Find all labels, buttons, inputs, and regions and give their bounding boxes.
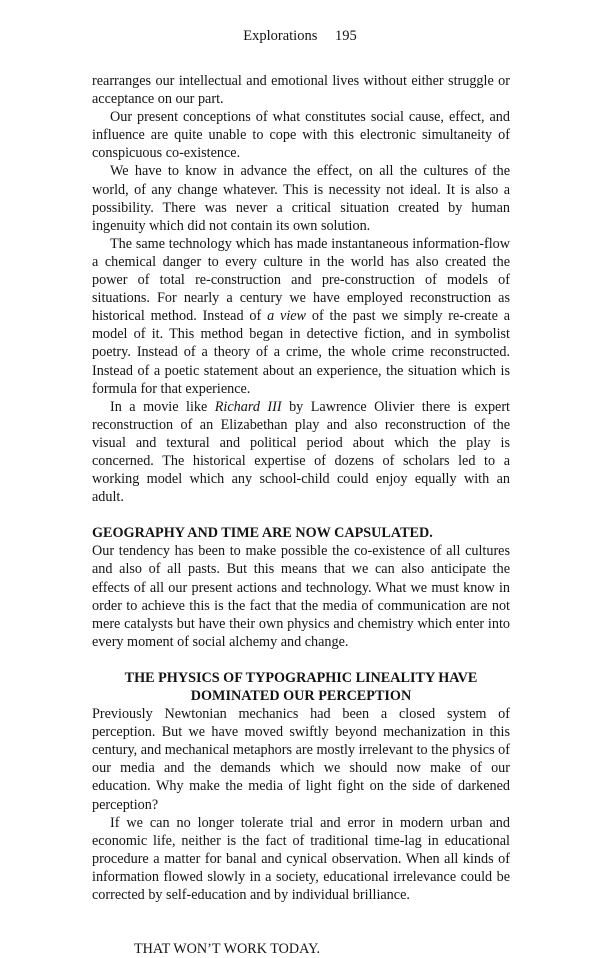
- paragraph-co-existence: Our tendency has been to make possible the co-existence of all cultures and also of all pasts. But this means that we can also anticipate the effects of all our present actions and technology. What we must know in order to achieve this is the fact that the media of communication are not mere catalysts but have their own physics and chemistry which enter into every moment of social alchemy and change.: [92, 543, 510, 650]
- section-heading-geography: GEOGRAPHY AND TIME ARE NOW CAPSULATED.: [92, 525, 433, 542]
- paragraph-know-in-advance: We have to know in advance the effect, on all the cultures of the world, of any change whatever. This is necessity not ideal. It is also a possibility. There was never a critical situation created by human ingenuity which did not contain its own solution.: [92, 163, 510, 234]
- paragraph-text-part: of the past we simply re-create a model of it. This method began in detective fiction, and in symbolist poetry. Instead of a theory of a crime, the whole crime reconstructed. Instead of a poetic statement about an experience, the situation which is formula for that experience.: [92, 308, 511, 397]
- page-number: 195: [334, 28, 357, 44]
- paragraph-trial-and-error: If we can no longer tolerate trial and error in modern urban and economic life, neither is the fact of traditional time-lag in educational procedure a matter for banal and cynical observation. When all kinds of information flowed slowly in a society, educational irrelevance could be corrected by self-education and by individual brilliance.: [92, 814, 510, 904]
- paragraph-text-part: by Lawrence Olivier there is expert reconstruction of an Elizabethan play and also reconstruction of the visual and textural and political period about which the play is concerned. The historical expertise of dozens of scholars led to a working model which any school-child could enjoy equally with an adult.: [92, 398, 510, 506]
- running-head-title: Explorations: [243, 28, 318, 44]
- closing-line: THAT WON’T WORK TODAY.: [134, 941, 321, 958]
- italic-phrase: a view: [267, 308, 307, 325]
- body-text: [92, 72, 510, 958]
- paragraph-richard-iii: [92, 398, 510, 507]
- running-head: [0, 27, 600, 45]
- section-heading-line: THE PHYSICS OF TYPOGRAPHIC LINEALITY HAVE: [124, 669, 478, 686]
- section-heading-physics: [92, 669, 510, 705]
- section-heading-line: DOMINATED OUR PERCEPTION: [190, 688, 412, 704]
- paragraph-social-cause: Our present conceptions of what constitutes social cause, effect, and influence are quite unable to cope with this electronic simultaneity of conspicuous co-existence.: [92, 109, 510, 162]
- paragraph-newtonian: Previously Newtonian mechanics had been a closed system of perception. But we have moved swiftly beyond mechanization in this century, and mechanical metaphors are mostly irrelevant to the physics of our media and the demands which we should now make of our education. Why make the media of light fight on the side of darkened perception?: [92, 706, 510, 813]
- paragraph-text-part: In a movie like: [110, 398, 215, 415]
- paragraph-continued: rearranges our intellectual and emotional lives without either struggle or acceptance on our part.: [92, 73, 510, 108]
- paragraph-text-part: The same technology which has made instantaneous information-flow a chemical danger to every culture in the world has also created the power of total re-construction and pre-construction of models of situations. For nearly a century we have employed reconstruction as historical method. Instead of: [92, 235, 510, 325]
- italic-title: Richard III: [214, 398, 282, 415]
- paragraph-same-technology: [92, 235, 510, 398]
